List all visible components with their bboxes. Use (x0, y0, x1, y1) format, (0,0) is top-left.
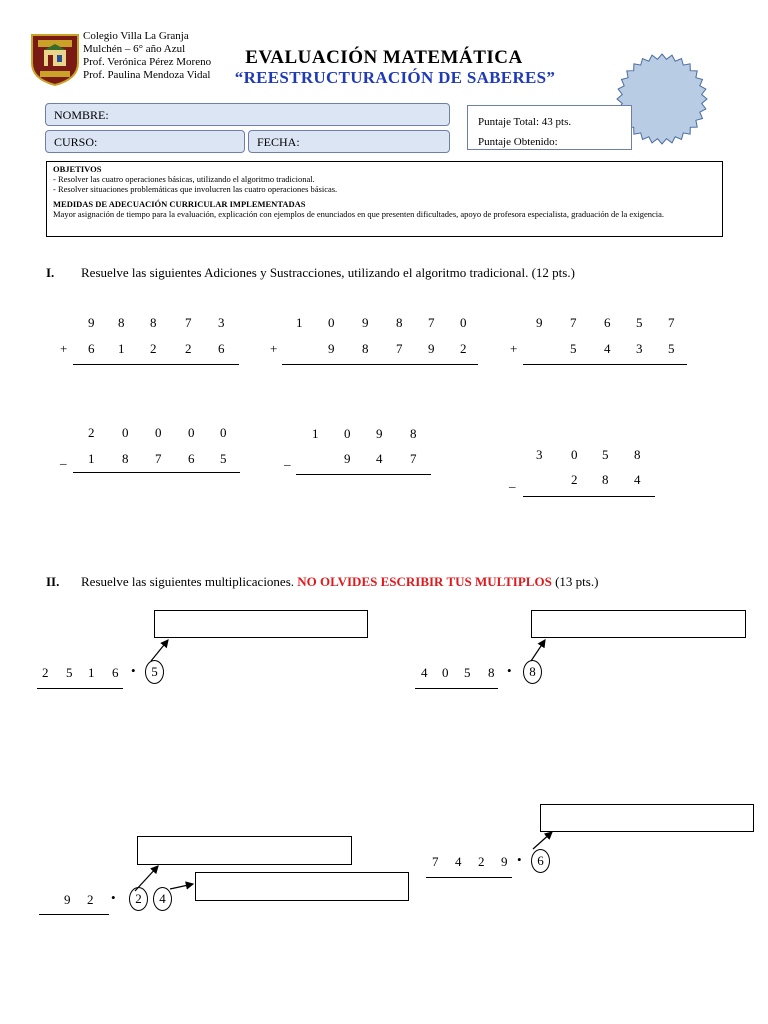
digit: 4 (634, 472, 641, 487)
digit: 9 (344, 451, 351, 466)
digit: 7 (410, 451, 417, 466)
digit: 0 (188, 425, 195, 440)
instruction-text: Resuelve las siguientes multiplicaciones. (81, 574, 298, 589)
digit: 7 (432, 854, 439, 869)
digit: 7 (155, 451, 162, 466)
digit: 1 (88, 665, 95, 680)
digit: 9 (362, 315, 369, 330)
digit: 5 (220, 451, 227, 466)
digit: 8 (118, 315, 125, 330)
digit: 1 (312, 426, 319, 441)
digit: 7 (185, 315, 192, 330)
digit: 9 (536, 315, 543, 330)
digit: 5 (464, 665, 471, 680)
section-2-number: II. (46, 574, 60, 589)
factor-circle: 8 (523, 660, 542, 684)
factor-circle: 6 (531, 849, 550, 873)
digit: 1 (88, 451, 95, 466)
times-sign: • (507, 663, 512, 678)
school-name: Colegio Villa La Granja (83, 30, 189, 42)
times-sign: • (517, 852, 522, 867)
digit: 2 (150, 341, 157, 356)
digit: 8 (488, 665, 495, 680)
digit: 9 (88, 315, 95, 330)
minus-sign: _ (60, 451, 67, 466)
digit: 8 (122, 451, 129, 466)
digit: 3 (536, 447, 543, 462)
section-1-number: I. (46, 265, 55, 280)
factor-circle: 2 (129, 887, 148, 911)
digit: 2 (87, 892, 94, 907)
digit: 4 (604, 341, 611, 356)
digit: 2 (571, 472, 578, 487)
objective-item: - Resolver las cuatro operaciones básicas, utilizando el algoritmo tradicional. (53, 174, 315, 184)
plus-sign: + (60, 341, 68, 356)
digit: 9 (501, 854, 508, 869)
digit: 9 (428, 341, 435, 356)
objective-item: - Resolver situaciones problemáticas que involucren las cuatro operaciones básicas. (53, 184, 338, 194)
digit: 3 (218, 315, 225, 330)
digit: 9 (64, 892, 71, 907)
digit: 1 (118, 341, 125, 356)
page-title: EVALUACIÓN MATEMÁTICA (245, 47, 523, 68)
arrow-1 (151, 640, 168, 661)
arrow-2 (531, 640, 545, 661)
digit: 4 (455, 854, 462, 869)
digit: 7 (428, 315, 435, 330)
digit: 0 (328, 315, 335, 330)
fecha-label: FECHA: (257, 135, 300, 149)
digit: 8 (362, 341, 369, 356)
plus-sign: + (510, 341, 518, 356)
page-subtitle: “REESTRUCTURACIÓN DE SABERES” (234, 68, 556, 87)
digit: 8 (602, 472, 609, 487)
digit: 4 (376, 451, 383, 466)
instruction-points: (13 pts.) (551, 574, 599, 589)
digit: 2 (185, 341, 192, 356)
instruction-emphasis: NO OLVIDES ESCRIBIR TUS MULTIPLOS (297, 574, 552, 589)
digit: 6 (604, 315, 611, 330)
minus-sign: _ (284, 452, 291, 467)
digit: 2 (42, 665, 49, 680)
objectives-heading: OBJETIVOS (53, 164, 102, 174)
digit: 0 (344, 426, 351, 441)
measures-text: Mayor asignación de tiempo para la evaluación, explicación con ejemplos de enunciados en que presenten dificultades, apoyo de profesora especialista, graduación de la exigencia. (53, 209, 665, 219)
plus-sign: + (270, 341, 278, 356)
digit: 2 (460, 341, 467, 356)
digit: 9 (376, 426, 383, 441)
section-1-instruction: Resuelve las siguientes Adiciones y Sustracciones, utilizando el algoritmo tradicional. (12 pts.) (81, 265, 575, 280)
digit: 8 (396, 315, 403, 330)
puntaje-total: Puntaje Total: 43 pts. (478, 116, 572, 128)
times-sign: • (131, 663, 136, 678)
factor-circle: 4 (153, 887, 172, 911)
digit: 6 (112, 665, 119, 680)
digit: 5 (570, 341, 577, 356)
digit: 6 (218, 341, 225, 356)
digit: 5 (668, 341, 675, 356)
digit: 0 (220, 425, 227, 440)
measures-heading: MEDIDAS DE ADECUACIÓN CURRICULAR IMPLEMENTADAS (53, 199, 306, 209)
minus-sign: _ (509, 474, 516, 489)
digit: 5 (636, 315, 643, 330)
digit: 0 (460, 315, 467, 330)
digit: 7 (570, 315, 577, 330)
factor-circle: 5 (145, 660, 164, 684)
digit: 2 (88, 425, 95, 440)
digit: 7 (396, 341, 403, 356)
digit: 8 (410, 426, 417, 441)
digit: 8 (634, 447, 641, 462)
curso-label: CURSO: (54, 135, 98, 149)
digit: 5 (66, 665, 73, 680)
school-course: Mulchén – 6° año Azul (83, 43, 186, 55)
digit: 7 (668, 315, 675, 330)
digit: 4 (421, 665, 428, 680)
digit: 5 (602, 447, 609, 462)
times-sign: • (111, 890, 116, 905)
digit: 6 (188, 451, 195, 466)
digit: 0 (122, 425, 129, 440)
nombre-label: NOMBRE: (54, 108, 109, 122)
puntaje-obtenido: Puntaje Obtenido: (478, 136, 558, 148)
digit: 2 (478, 854, 485, 869)
arrow-4 (170, 884, 193, 889)
digit: 6 (88, 341, 95, 356)
arrow-3 (135, 866, 158, 891)
digit: 1 (296, 315, 303, 330)
teacher-2: Prof. Paulina Mendoza Vidal (83, 69, 211, 81)
digit: 9 (328, 341, 335, 356)
teacher-1: Prof. Verónica Pérez Moreno (83, 56, 212, 68)
arrow-5 (533, 832, 552, 849)
digit: 0 (442, 665, 449, 680)
digit: 0 (155, 425, 162, 440)
digit: 3 (636, 341, 643, 356)
digit: 0 (571, 447, 578, 462)
digit: 8 (150, 315, 157, 330)
